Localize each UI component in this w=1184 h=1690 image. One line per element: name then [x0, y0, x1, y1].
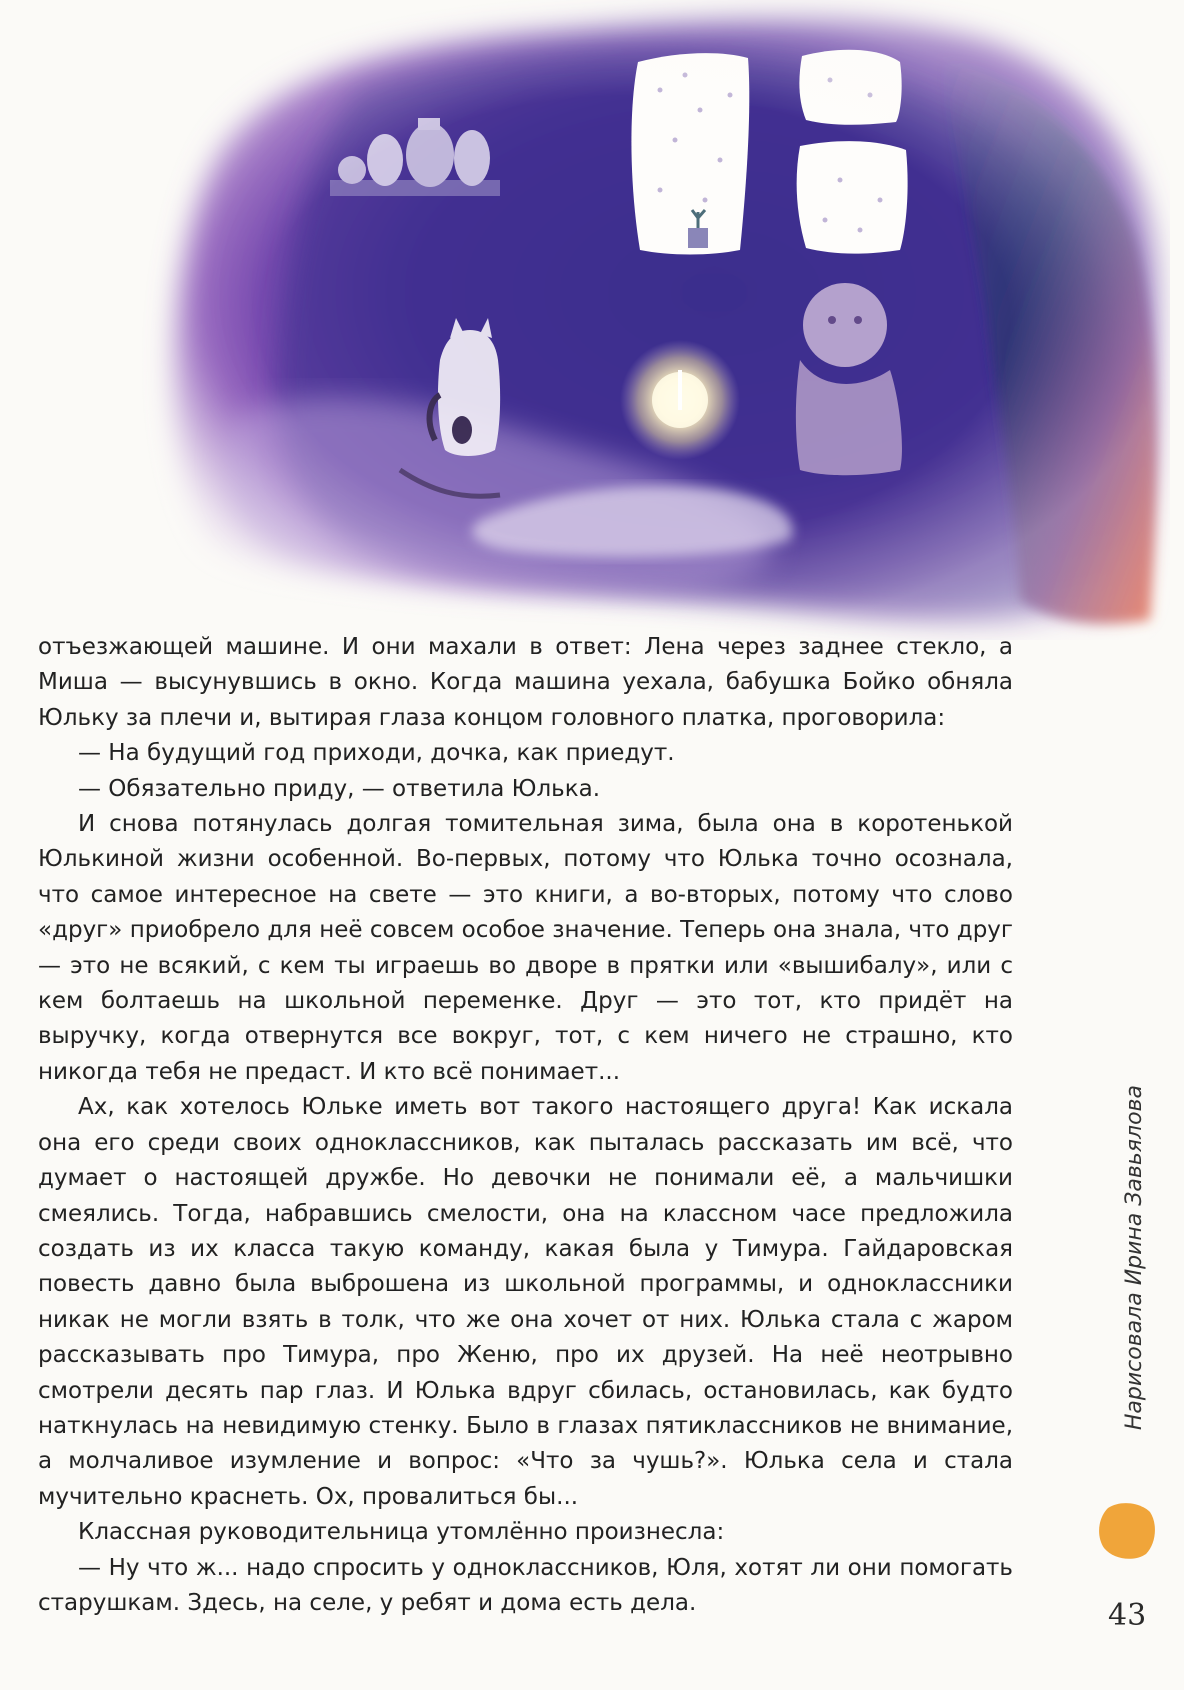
page-number: 43 — [1108, 1598, 1147, 1633]
illustrator-caption: Нарисовала Ирина Завьялова — [1122, 1085, 1147, 1431]
paragraph: — Обязательно приду, — ответила Юлька. — [78, 775, 601, 802]
illustrator-caption-wrap — [1115, 1085, 1155, 1525]
paragraph: — На будущий год приходи, дочка, как приедут. — [78, 740, 675, 767]
paragraph: Ах, как хотелось Юльке иметь вот такого настоящего друга! Как искала она его среди своих одноклассников, как пыталась рассказать им всё, что думает о настоящей дружбе. Но девочки не понимали её, а мальчишки смеялись. Тогда, набравшись смелости, она на классном часе предложила создать из их класса такую команду, какая была у Тимура. Гайдаровская повесть давно была выброшена из школьной программы, и одноклассники никак не могли взять в толк, что же она хочет от них. Юлька стала с жаром рассказывать про Тимура, про Женю, про их друзей. На неё неотрывно смотрели десять пар глаз. И Юлька вдруг сбилась, остановилась, как будто наткнулась на невидимую стенку. Было в глазах пятиклассников не внимание, а молчаливое изумление и вопрос: «Что за чушь?». Юлька села и стала мучительно краснеть. Ох, провалиться бы... — [38, 1094, 1013, 1510]
watercolor-illustration — [100, 0, 1170, 640]
paragraph: Классная руководительница утомлённо произнесла: — [78, 1519, 725, 1546]
body-text — [38, 630, 1013, 1621]
paragraph: отъезжающей машине. И они махали в ответ: Лена через заднее стекло, а Миша — высунувшись в окно. Когда машина уехала, бабушка Бойко обняла Юльку за плечи и, вытирая глаза концом головного платка, проговорила: — [38, 634, 1013, 731]
paragraph: И снова потянулась долгая томительная зима, была она в коротенькой Юлькиной жизни особенной. Во-первых, потому что Юлька точно осознала, что самое интересное на свете — это книги, а во-вторых, потому что слово «друг» приобрело для неё совсем особое значение. Теперь она знала, что друг — это не всякий, с кем ты играешь во дворе в прятки или «вышибалу», или с кем болтаешь на школьной переменке. Друг — это тот, кто придёт на выручку, когда отвернутся все вокруг, тот, с кем ничего не страшно, кто никогда тебя не предаст. И кто всё понимает... — [38, 811, 1013, 1085]
illustration-svg — [100, 0, 1170, 640]
paragraph: — Ну что ж... надо спросить у одноклассников, Юля, хотят ли они помогать старушкам. Здесь, на селе, у ребят и дома есть дела. — [38, 1554, 1013, 1616]
caption-blob-icon — [1098, 1500, 1156, 1560]
